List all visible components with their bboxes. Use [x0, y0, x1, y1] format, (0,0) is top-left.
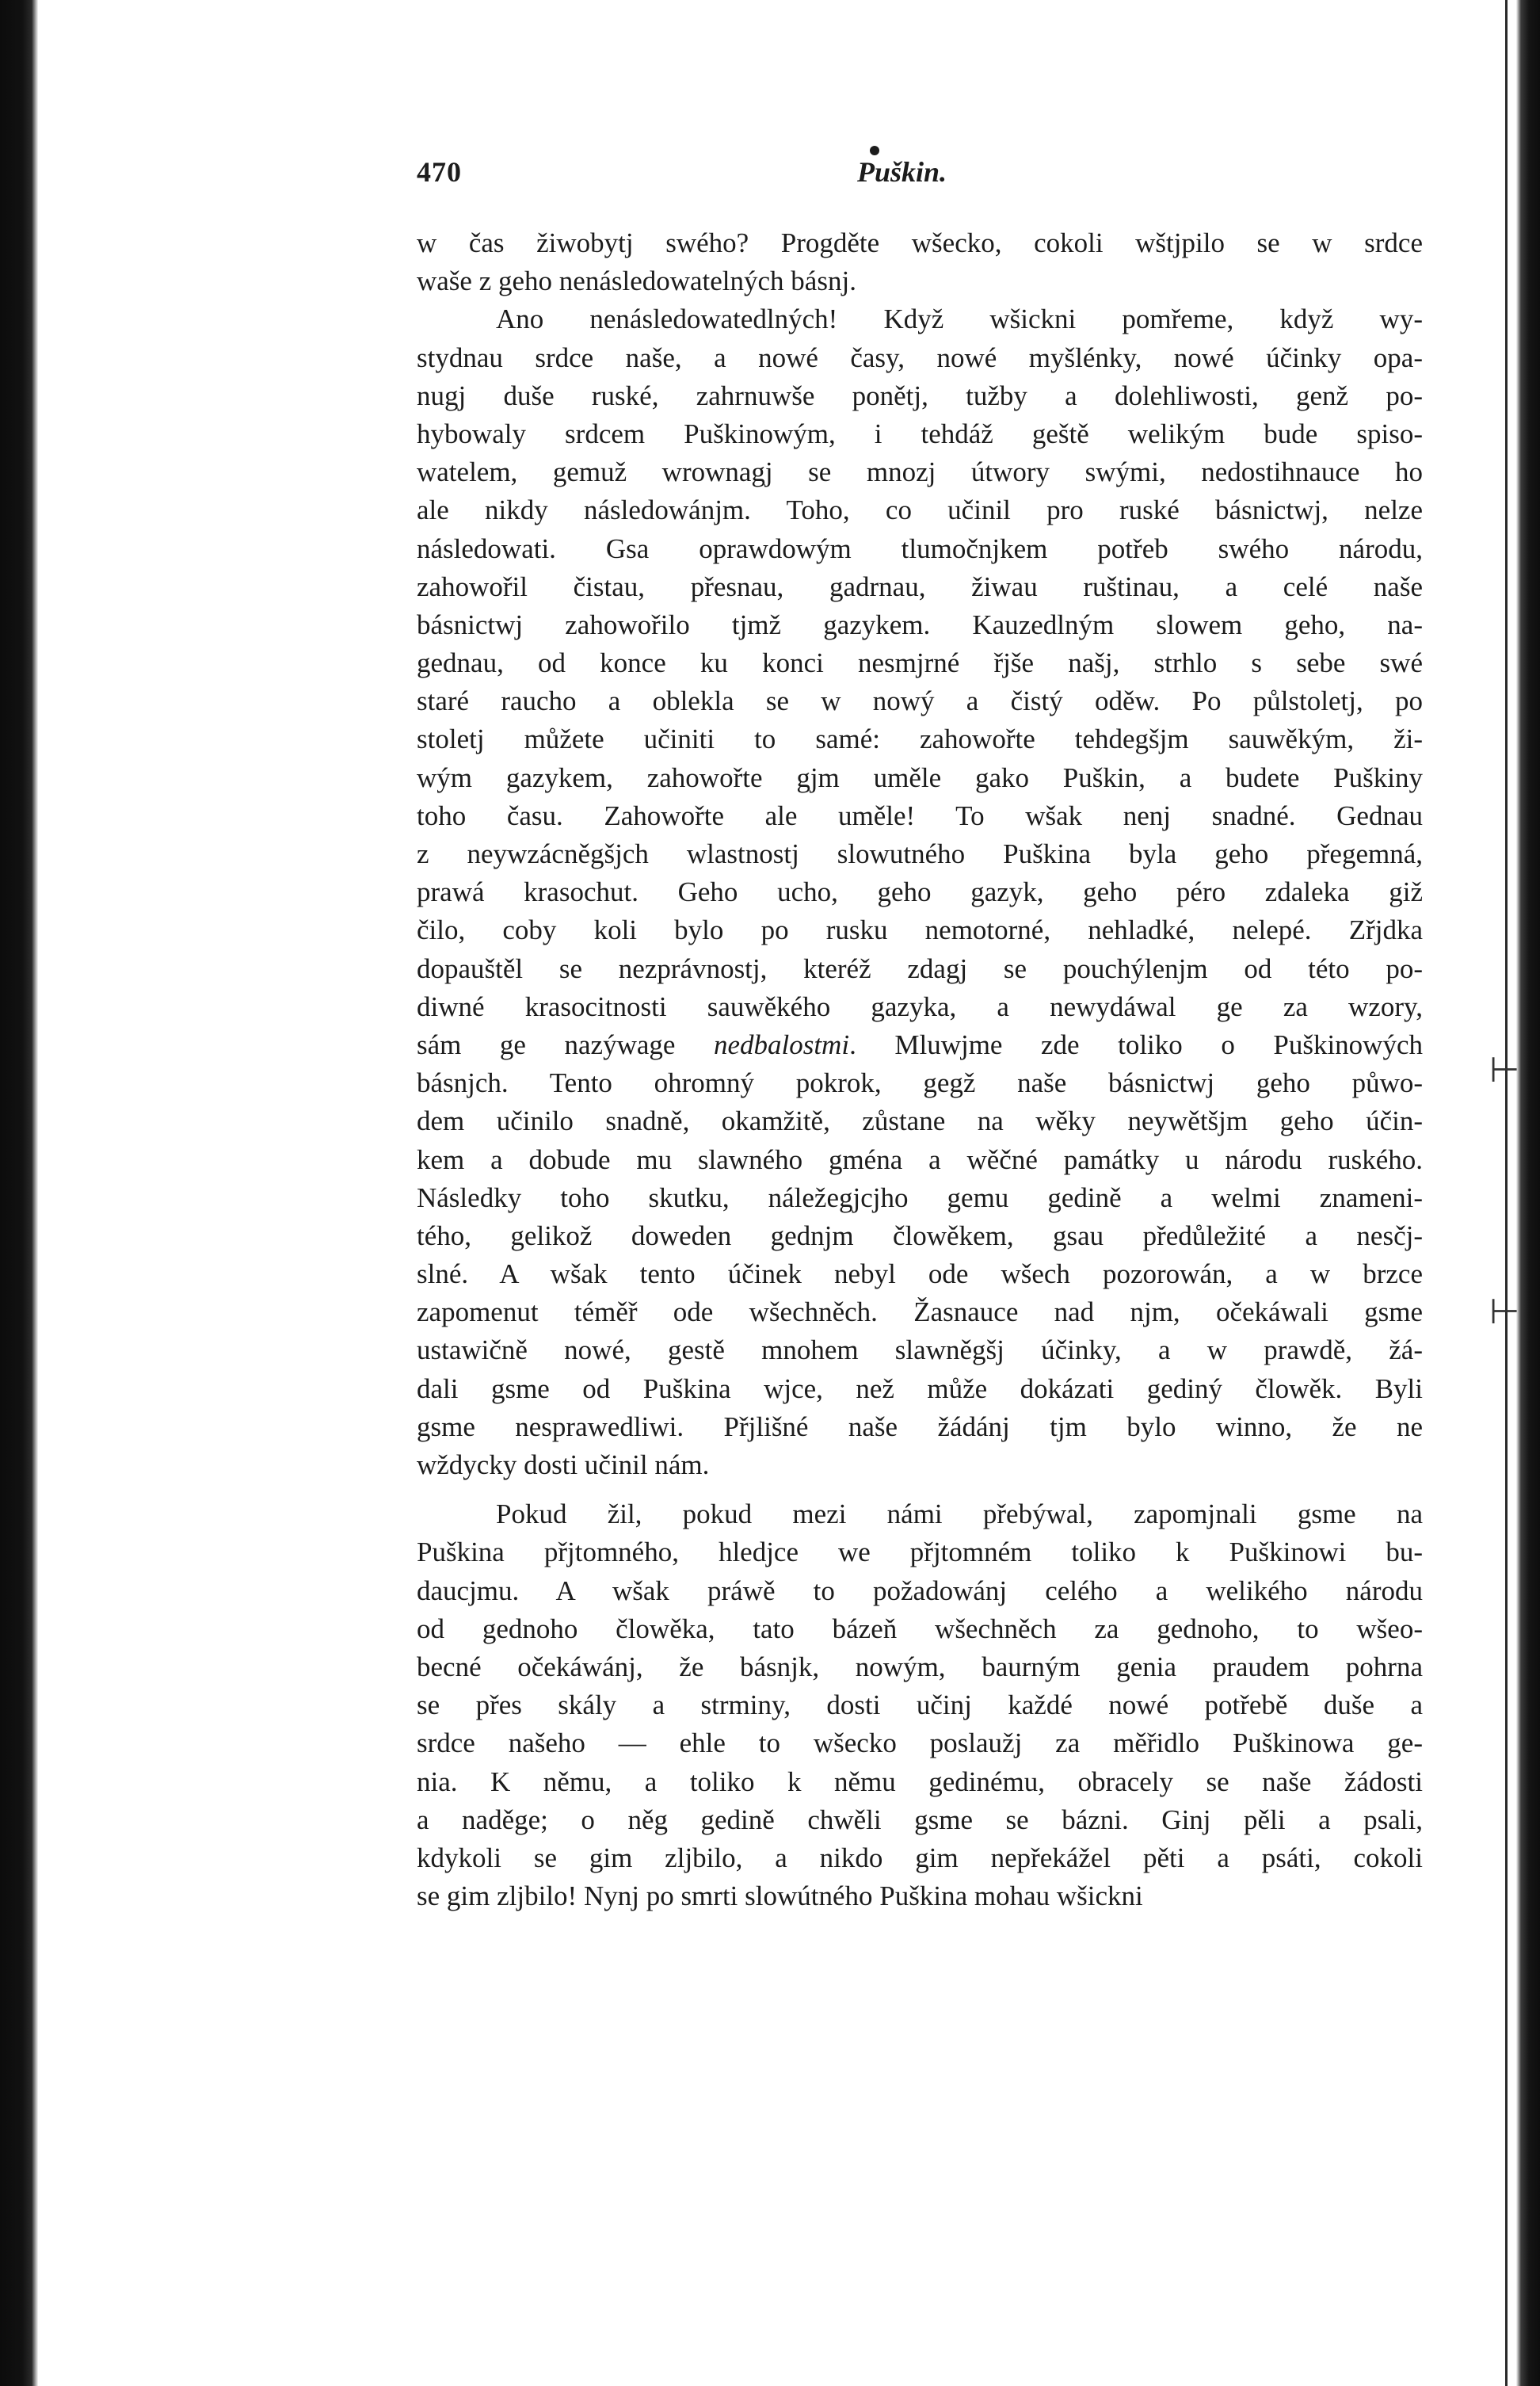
scan-edge-left	[0, 0, 38, 2386]
text-line: staré raucho a oblekla se w nowý a čistý oděw. Po půlstoletj, po	[417, 685, 1423, 717]
paragraph-gap	[417, 1484, 1423, 1495]
text-line: Puškina přjtomného, hledjce we přjtomném toliko k Puškinowi bu-	[417, 1537, 1423, 1568]
text-line: wým gazykem, zahowořte gjm uměle gako Puškin, a budete Puškiny	[417, 762, 1423, 793]
page-number: 470	[417, 156, 462, 188]
scan-edge-right	[1516, 0, 1540, 2386]
text-line: toho času. Zahowořte ale uměle! To wšak nenj snadné. Gednau	[417, 800, 1423, 831]
text-line: Ano nenásledowatedlných! Když wšickni pomřeme, když wy-	[496, 303, 1423, 335]
body-text	[417, 224, 1423, 1915]
text-line: od gednoho člowěka, tato bázeň wšechněch za gednoho, to wšeo-	[417, 1613, 1423, 1644]
margin-mark: ⊢	[1489, 1050, 1520, 1090]
text-line: dali gsme od Puškina wjce, než může dokázati gediný člowěk. Byli	[417, 1372, 1423, 1404]
text-line: hybowaly srdcem Puškinowým, i tehdáž geště welikým bude spiso-	[417, 418, 1423, 449]
text-line: následowati. Gsa oprawdowým tlumočnjkem potřeb swého národu,	[417, 533, 1423, 564]
text-line: čilo, coby koli bylo po rusku nemotorné, nehladké, nelepé. Zřjdka	[417, 914, 1423, 946]
text-line: prawá krasochut. Geho ucho, geho gazyk, geho péro zdaleka giž	[417, 876, 1423, 908]
text-line: stoletj můžete učiniti to samé: zahowořte tehdegšjm sauwěkým, ži-	[417, 723, 1423, 755]
text-line: gednau, od konce ku konci nesmjrné řjše našj, strhlo s sebe swé	[417, 647, 1423, 679]
text-line: Následky toho skutku, náležegjcjho gemu gedině a welmi znameni-	[417, 1182, 1423, 1213]
text-line: srdce našeho — ehle to wšecko poslaužj za měřidlo Puškinowa ge-	[417, 1727, 1423, 1759]
text-line: waše z geho nenásledowatelných básnj.	[417, 265, 856, 297]
page-header	[417, 155, 1423, 203]
text-line: diwné krasocitnosti sauwěkého gazyka, a newydáwal ge za wzory,	[417, 991, 1423, 1022]
text-line: watelem, gemuž wrownagj se mnozj útwory swými, nedostihnauce ho	[417, 456, 1423, 488]
text-line: dopauštěl se nezprávnostj, kteréž zdagj se pouchýlenjm od této po-	[417, 952, 1423, 984]
text-line: básnjch. Tento ohromný pokrok, gegž naše básnictwj geho půwo-	[417, 1067, 1423, 1099]
text-line: stydnau srdce naše, a nowé časy, nowé myšlénky, nowé účinky opa-	[417, 342, 1423, 373]
text-line: w čas žiwobytj swého? Progděte wšecko, cokoli wštjpilo se w srdce	[417, 227, 1423, 258]
text-line: kem a dobude mu slawného gména a wěčné památky u národu ruského.	[417, 1143, 1423, 1175]
text-line: z neywzácněgšjch wlastnostj slowutného Puškina byla geho přegemná,	[417, 838, 1423, 869]
text-line: básnictwj zahowořilo tjmž gazykem. Kauzedlným slowem geho, na-	[417, 609, 1423, 640]
text-line: slné. A wšak tento účinek nebyl ode wšech pozorowán, a w brzce	[417, 1258, 1423, 1290]
text-line: dem učinilo snadně, okamžitě, zůstane na wěky neywětšjm geho účin-	[417, 1105, 1423, 1137]
text-line: ustawičně nowé, gestě mnohem slawněgšj účinky, a w prawdě, žá-	[417, 1334, 1423, 1366]
text-line: se gim zljbilo! Nynj po smrti slowútného Puškina mohau wšickni	[417, 1880, 1143, 1912]
text-line: a naděge; o něg gedině chwěli gsme se bázni. Ginj pěli a psali,	[417, 1804, 1423, 1835]
text-line: gsme nesprawedliwi. Přjlišné naše žádánj tjm bylo winno, že ne	[417, 1411, 1423, 1442]
text-line: zahowořil čistau, přesnau, gadrnau, žiwau ruštinau, a celé naše	[417, 571, 1423, 602]
text-line: tého, gelikož doweden gednjm člowěkem, gsau předůležité a nesčj-	[417, 1220, 1423, 1251]
text-line: zapomenut téměř ode wšechněch. Žasnauce nad njm, očekáwali gsme	[417, 1296, 1423, 1328]
text-line: wždycky dosti učinil nám.	[417, 1449, 710, 1480]
text-line: nia. K němu, a toliko k němu gedinému, obracely se naše žádosti	[417, 1766, 1423, 1797]
text-line: Pokud žil, pokud mezi námi přebýwal, zapomjnali gsme na	[496, 1498, 1423, 1530]
text-line: kdykoli se gim zljbilo, a nikdo gim nepřekážel pěti a psáti, cokoli	[417, 1842, 1423, 1873]
text-line: nugj duše ruské, zahrnuwše ponětj, tužby a dolehliwosti, genž po-	[417, 380, 1423, 411]
text-line: daucjmu. A wšak práwě to požadowánj celého a welikého národu	[417, 1575, 1423, 1606]
text-line: becné očekáwánj, že básnjk, nowým, baurným genia praudem pohrna	[417, 1651, 1423, 1682]
scan-edge-line	[1505, 0, 1508, 2386]
text-line: ale nikdy následowánjm. Toho, co učinil pro ruské básnictwj, nelze	[417, 494, 1423, 526]
margin-mark: ⊢	[1489, 1292, 1520, 1332]
running-title: Puškin.	[857, 156, 947, 188]
ink-dot	[870, 146, 879, 155]
text-line: sám ge nazýwage nedbalostmi. Mluwjme zde toliko o Puškinowých	[417, 1029, 1423, 1060]
text-line: se přes skály a strminy, dosti učinj každé nowé potřebě duše a	[417, 1689, 1423, 1721]
